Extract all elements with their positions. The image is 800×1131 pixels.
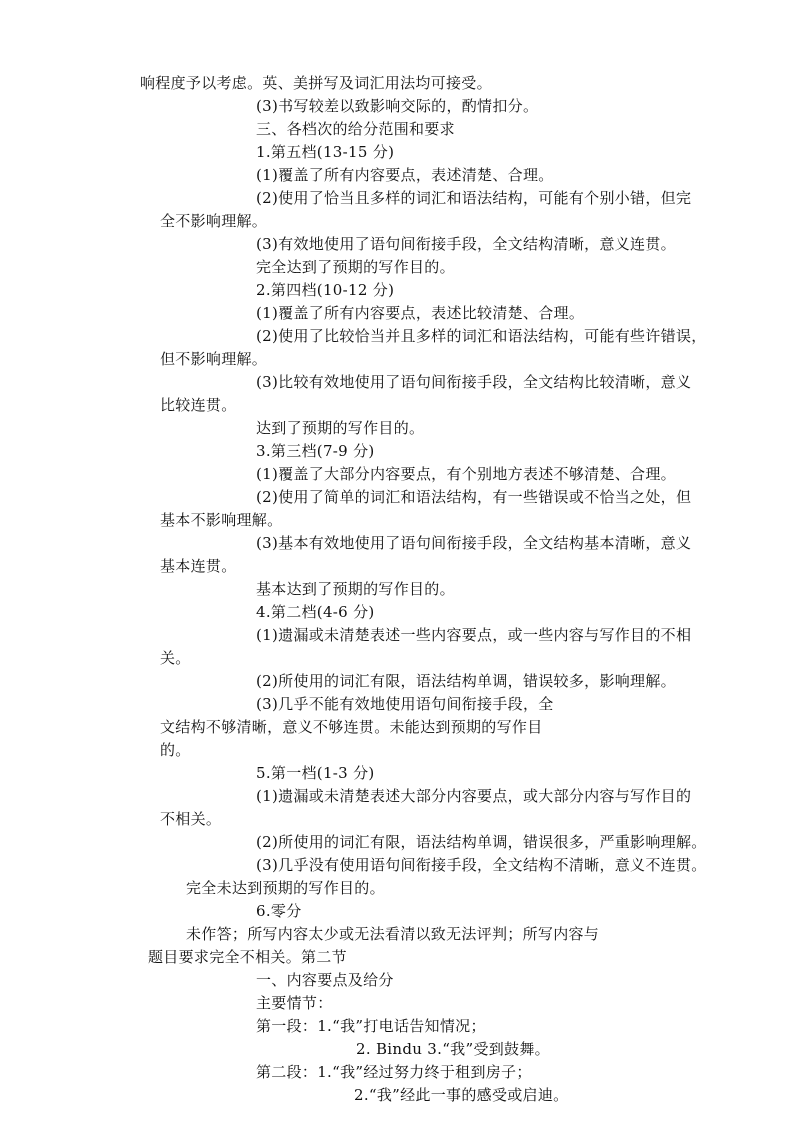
text-line: 全不影响理解。 <box>160 212 268 230</box>
text-line: 文结构不够清晰，意义不够连贯。未能达到预期的写作目 <box>160 718 543 736</box>
text-line: 基本达到了预期的写作目的。 <box>256 580 455 598</box>
text-line: 的。 <box>160 741 191 759</box>
text-line: (1)遗漏或未清楚表述大部分内容要点，或大部分内容与写作目的 <box>256 787 692 805</box>
text-line: 2.“我”经此一事的感受或启迪。 <box>354 1086 569 1104</box>
text-line: (3)书写较差以致影响交际的，酌情扣分。 <box>256 97 539 115</box>
text-line: 主要情节： <box>256 994 333 1012</box>
text-line: 完全达到了预期的写作目的。 <box>256 258 455 276</box>
text-line: 完全未达到预期的写作目的。 <box>186 879 385 897</box>
grade-heading: 5.第一档(1-3 分) <box>256 764 375 782</box>
text-line: 不相关。 <box>160 810 222 828</box>
grade-heading: 6.零分 <box>256 902 302 920</box>
text-line: 第二段：1.“我”经过努力终于租到房子； <box>256 1063 532 1081</box>
text-line: (3)比较有效地使用了语句间衔接手段，全文结构比较清晰，意义 <box>256 373 692 391</box>
text-line: 基本不影响理解。 <box>160 511 283 529</box>
text-line: (2)使用了恰当且多样的词汇和语法结构，可能有个别小错，但完 <box>256 189 692 207</box>
text-line: (2)使用了简单的词汇和语法结构，有一些错误或不恰当之处，但 <box>256 488 692 506</box>
grade-heading: 1.第五档(13-15 分) <box>256 143 395 161</box>
text-line: (2)使用了比较恰当并且多样的词汇和语法结构，可能有些许错误， <box>256 327 707 345</box>
text-line: (1)覆盖了大部分内容要点，有个别地方表述不够清楚、合理。 <box>256 465 676 483</box>
text-line: 达到了预期的写作目的。 <box>256 419 425 437</box>
text-line: 未作答；所写内容太少或无法看清以致无法评判；所写内容与 <box>186 925 600 943</box>
text-line: (1)覆盖了所有内容要点，表述比较清楚、合理。 <box>256 304 585 322</box>
section-heading: 一、内容要点及给分 <box>256 971 394 989</box>
text-line: 但不影响理解。 <box>160 350 268 368</box>
text-line: 基本连贯。 <box>160 557 237 575</box>
text-line: (3)有效地使用了语句间衔接手段，全文结构清晰，意义连贯。 <box>256 235 676 253</box>
text-line: (1)覆盖了所有内容要点，表述清楚、合理。 <box>256 166 554 184</box>
text-line: (1)遗漏或未清楚表述一些内容要点，或一些内容与写作目的不相 <box>256 626 692 644</box>
section-heading: 三、各档次的给分范围和要求 <box>256 120 455 138</box>
grade-heading: 2.第四档(10-12 分) <box>256 281 395 299</box>
text-line: 关。 <box>160 649 191 667</box>
text-line: (2)所使用的词汇有限，语法结构单调，错误较多，影响理解。 <box>256 672 676 690</box>
text-line: 2. Bindu 3.“我”受到鼓舞。 <box>356 1040 550 1058</box>
text-line: (3)几乎没有使用语句间衔接手段，全文结构不清晰，意义不连贯。 <box>256 856 707 874</box>
grade-heading: 4.第二档(4-6 分) <box>256 603 375 621</box>
text-line: 第一段：1.“我”打电话告知情况； <box>256 1017 486 1035</box>
text-line: 响程度予以考虑。英、美拼写及词汇用法均可接受。 <box>140 74 492 92</box>
text-line: (3)几乎不能有效地使用语句间衔接手段，全 <box>256 695 554 713</box>
text-line: 比较连贯。 <box>160 396 237 414</box>
text-line: (2)所使用的词汇有限，语法结构单调，错误很多，严重影响理解。 <box>256 833 707 851</box>
grade-heading: 3.第三档(7-9 分) <box>256 442 375 460</box>
text-line: (3)基本有效地使用了语句间衔接手段，全文结构基本清晰，意义 <box>256 534 692 552</box>
text-line: 题目要求完全不相关。第二节 <box>148 948 347 966</box>
